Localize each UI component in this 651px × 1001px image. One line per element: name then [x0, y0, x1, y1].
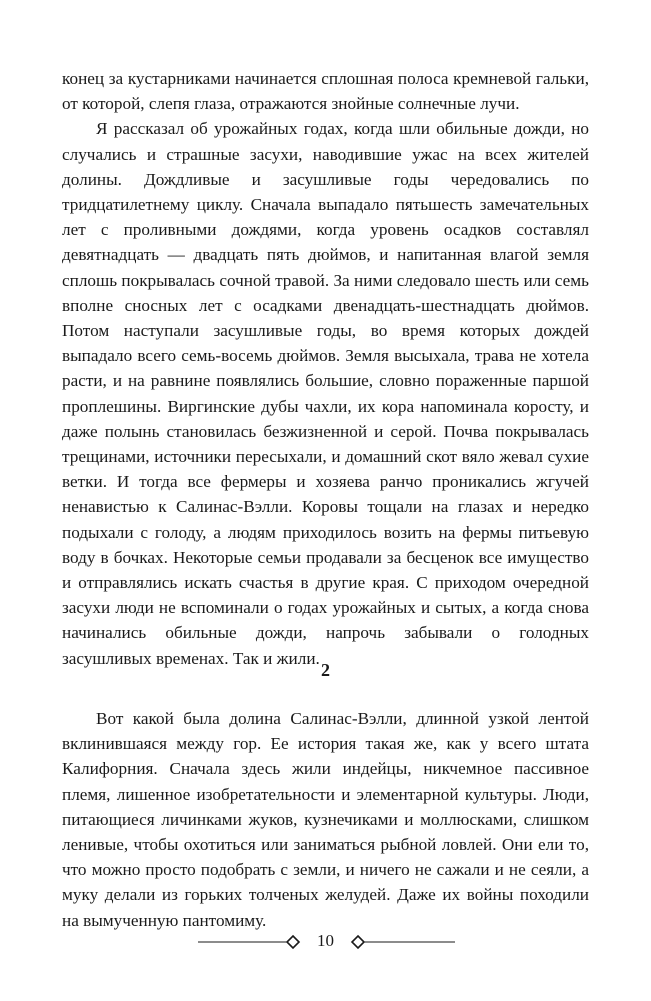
page-body-top [62, 66, 589, 671]
page-number: 10 [317, 931, 334, 950]
page-footer [0, 929, 651, 959]
page-body-bottom [62, 706, 589, 933]
paragraph-continuation: конец за кустарниками начинается сплошная полоса кремневой гальки, от которой, слепя глаза, отражаются знойные солнечные лучи. [62, 69, 589, 114]
chapter-number: 2 [321, 660, 330, 680]
paragraph-drought-cycle: Я рассказал об урожайных годах, когда шли обильные дожди, но случались и страшные засухи, наводившие ужас на всех жителей долины. Дождливые и засушливые годы чередовались по тридцатилетнему циклу. Сначала выпадало пятьшесть замечательных лет с проливными дождями, когда уровень осадков составлял девятнадцать — двадцать пять дюймов, и напитанная влагой земля сплошь покрывалась сочной травой. За ними следовало шесть или семь вполне сносных лет с осадками двенадцать-шестнадцать дюймов. Потом наступали засушливые годы, во время которых дождей выпадало всего семь-восемь дюймов. Земля высыхала, трава не хотела расти, и на равнине появлялись большие, словно пораженные паршой проплешины. Виргинские дубы чахли, их кора напоминала коросту, и даже полынь становилась безжизненной и серой. Почва покрывалась трещинами, источники пересыхали, и домашний скот вяло жевал сухие ветки. И тогда все фермеры и хозяева ранчо проникались жгучей ненавистью к Салинас-Вэлли. Коровы тощали на глазах и нередко подыхали с голоду, а людям приходилось возить на фермы питьевую воду в бочках. Некоторые семьи продавали за бесценок все имущество и отправлялись искать счастья в другие края. С приходом очередной засухи люди не вспоминали о годах урожайных и сытых, а когда снова начинались обильные дожди, напрочь забывали о голодных засушливых временах. Так и жили. [62, 119, 589, 668]
paragraph-salinas-history: Вот какой была долина Салинас-Вэлли, длинной узкой лентой вклинившаяся между гор. Ее история такая же, как у всего штата Калифорния. Сначала здесь жили индейцы, никчемное пассивное племя, лишенное изобретательности и элементарной культуры. Люди, питающиеся личинками жуков, кузнечиками и моллюсками, слишком ленивые, чтобы охотиться или заниматься рыбной ловлей. Они ели то, что можно просто подобрать с земли, и ничего не сажали и не сеяли, а муку делали из горьких толченых желудей. Даже их войны походили на вымученную пантомиму. [62, 709, 589, 930]
